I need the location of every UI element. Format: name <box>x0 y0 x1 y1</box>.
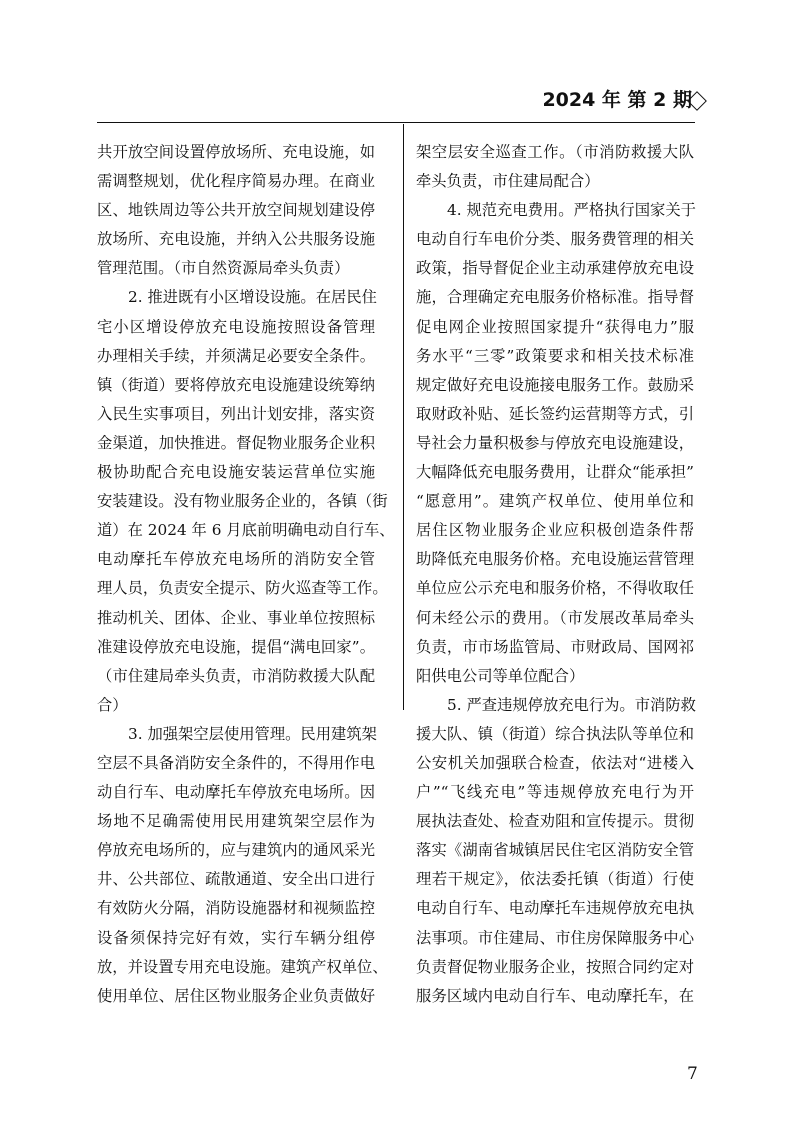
header-rule <box>97 122 695 123</box>
body-line: 阳供电公司等单位配合） <box>416 666 585 685</box>
body-line: 放，并设置专用充电设施。建筑产权单位、 <box>97 957 388 976</box>
body-line: 有效防火分隔，消防设施器材和视频监控 <box>97 899 375 918</box>
page-number: 7 <box>687 1064 698 1084</box>
body-line: 金渠道，加快推进。督促物业服务企业积 <box>97 433 375 452</box>
body-line: 井、公共部位、疏散通道、安全出口进行 <box>97 870 375 889</box>
body-line: 场地不足确需使用民用建筑架空层作为 <box>97 812 375 831</box>
body-line: 安装建设。没有物业服务企业的，各镇（街 <box>97 492 388 511</box>
body-line: 镇（街道）要将停放充电设施建设统筹纳 <box>97 375 375 394</box>
section-heading-line: 2. 推进既有小区增设设施。在居民住 <box>128 288 377 307</box>
body-line: 服务区域内电动自行车、电动摩托车，在 <box>416 986 694 1005</box>
body-line: 极协助配合充电设施安装运营单位实施 <box>97 463 375 482</box>
body-line: 电动摩托车停放充电场所的消防安全管 <box>97 550 375 569</box>
body-line: 援大队、镇（街道）综合执法队等单位和 <box>416 724 694 743</box>
body-line: 电动自行车、电动摩托车违规停放充电执 <box>416 899 694 918</box>
body-line: 何未经公示的费用。（市发展改革局牵头 <box>416 608 694 627</box>
section-heading-line: 5. 严查违规停放充电行为。市消防救 <box>447 695 696 714</box>
body-line: 政策，指导督促企业主动承建停放充电设 <box>416 259 694 278</box>
body-line: 设备须保持完好有效，实行车辆分组停 <box>97 928 375 947</box>
body-line: 大幅降低充电服务费用，让群众“能承担” <box>416 463 694 482</box>
body-line: 展执法查处、检查劝阻和宣传提示。贯彻 <box>416 812 694 831</box>
body-line: 空层不具备消防安全条件的，不得用作电 <box>97 753 375 772</box>
body-line: 促电网企业按照国家提升“获得电力”服 <box>416 317 694 336</box>
body-line: 管理范围。（市自然资源局牵头负责） <box>97 259 350 278</box>
body-line: 导社会力量积极参与停放充电设施建设， <box>416 433 694 452</box>
body-line: 居住区物业服务企业应积极创造条件帮 <box>416 521 694 540</box>
section-heading-line: 4. 规范充电费用。严格执行国家关于 <box>447 201 696 220</box>
body-line: 动自行车、电动摩托车停放充电场所。因 <box>97 783 375 802</box>
body-line: 合） <box>97 695 128 714</box>
body-line: 道）在 2024 年 6 月底前明确电动自行车、 <box>97 521 395 540</box>
body-line: 施，合理确定充电服务价格标准。指导督 <box>416 288 694 307</box>
issue-label: 2024 年 第 2 期 <box>542 89 692 111</box>
body-line: 公安机关加强联合检查，依法对“进楼入 <box>416 753 694 772</box>
body-line: 落实《湖南省城镇居民住宅区消防安全管 <box>416 841 694 860</box>
body-line: 电动自行车电价分类、服务费管理的相关 <box>416 230 694 249</box>
body-line: 区、地铁周边等公共开放空间规划建设停 <box>97 201 375 220</box>
body-line: 共开放空间设置停放场所、充电设施，如 <box>97 143 375 161</box>
body-line: 办理相关手续，并须满足必要安全条件。 <box>97 346 375 365</box>
body-line: 架空层安全巡查工作。（市消防救援大队 <box>416 143 694 161</box>
body-line: 停放充电场所的，应与建筑内的通风采光 <box>97 841 375 860</box>
body-line: 户”“飞线充电”等违规停放充电行为开 <box>416 783 694 802</box>
body-line: 宅小区增设停放充电设施按照设备管理 <box>97 317 375 336</box>
body-line: 规定做好充电设施接电服务工作。鼓励采 <box>416 375 694 394</box>
body-line: 推动机关、团体、企业、事业单位按照标 <box>97 608 375 627</box>
body-line: 负责，市市场监管局、市财政局、国网祁 <box>416 637 694 656</box>
body-line: 需调整规划，优化程序简易办理。在商业 <box>97 172 375 191</box>
body-line: 准建设停放充电设施，提倡“满电回家”。 <box>97 637 375 656</box>
body-line: 理若干规定》，依法委托镇（街道）行使 <box>416 870 694 889</box>
body-line: 取财政补贴、延长签约运营期等方式，引 <box>416 404 694 423</box>
right-column <box>416 138 694 1011</box>
body-line: 法事项。市住建局、市住房保障服务中心 <box>416 928 694 947</box>
body-line: 助降低充电服务价格。充电设施运营管理 <box>416 550 694 569</box>
body-line: 放场所、充电设施，并纳入公共服务设施 <box>97 230 375 249</box>
body-line: 入民生实事项目，列出计划安排，落实资 <box>97 404 375 423</box>
body-line: 使用单位、居住区物业服务企业负责做好 <box>97 986 375 1005</box>
body-line: （市住建局牵头负责，市消防救援大队配 <box>97 666 375 685</box>
body-line: 牵头负责，市住建局配合） <box>416 172 600 191</box>
section-heading-line: 3. 加强架空层使用管理。民用建筑架 <box>128 724 377 743</box>
left-column <box>97 138 395 1011</box>
body-line: 理人员，负责安全提示、防火巡查等工作。 <box>97 579 388 598</box>
column-divider <box>403 124 404 710</box>
body-line: 务水平“三零”政策要求和相关技术标准 <box>416 346 694 365</box>
body-line: 负责督促物业服务企业，按照合同约定对 <box>416 957 694 976</box>
body-line: 单位应公示充电和服务价格，不得收取任 <box>416 579 694 598</box>
body-line: “愿意用”。建筑产权单位、使用单位和 <box>416 492 694 511</box>
